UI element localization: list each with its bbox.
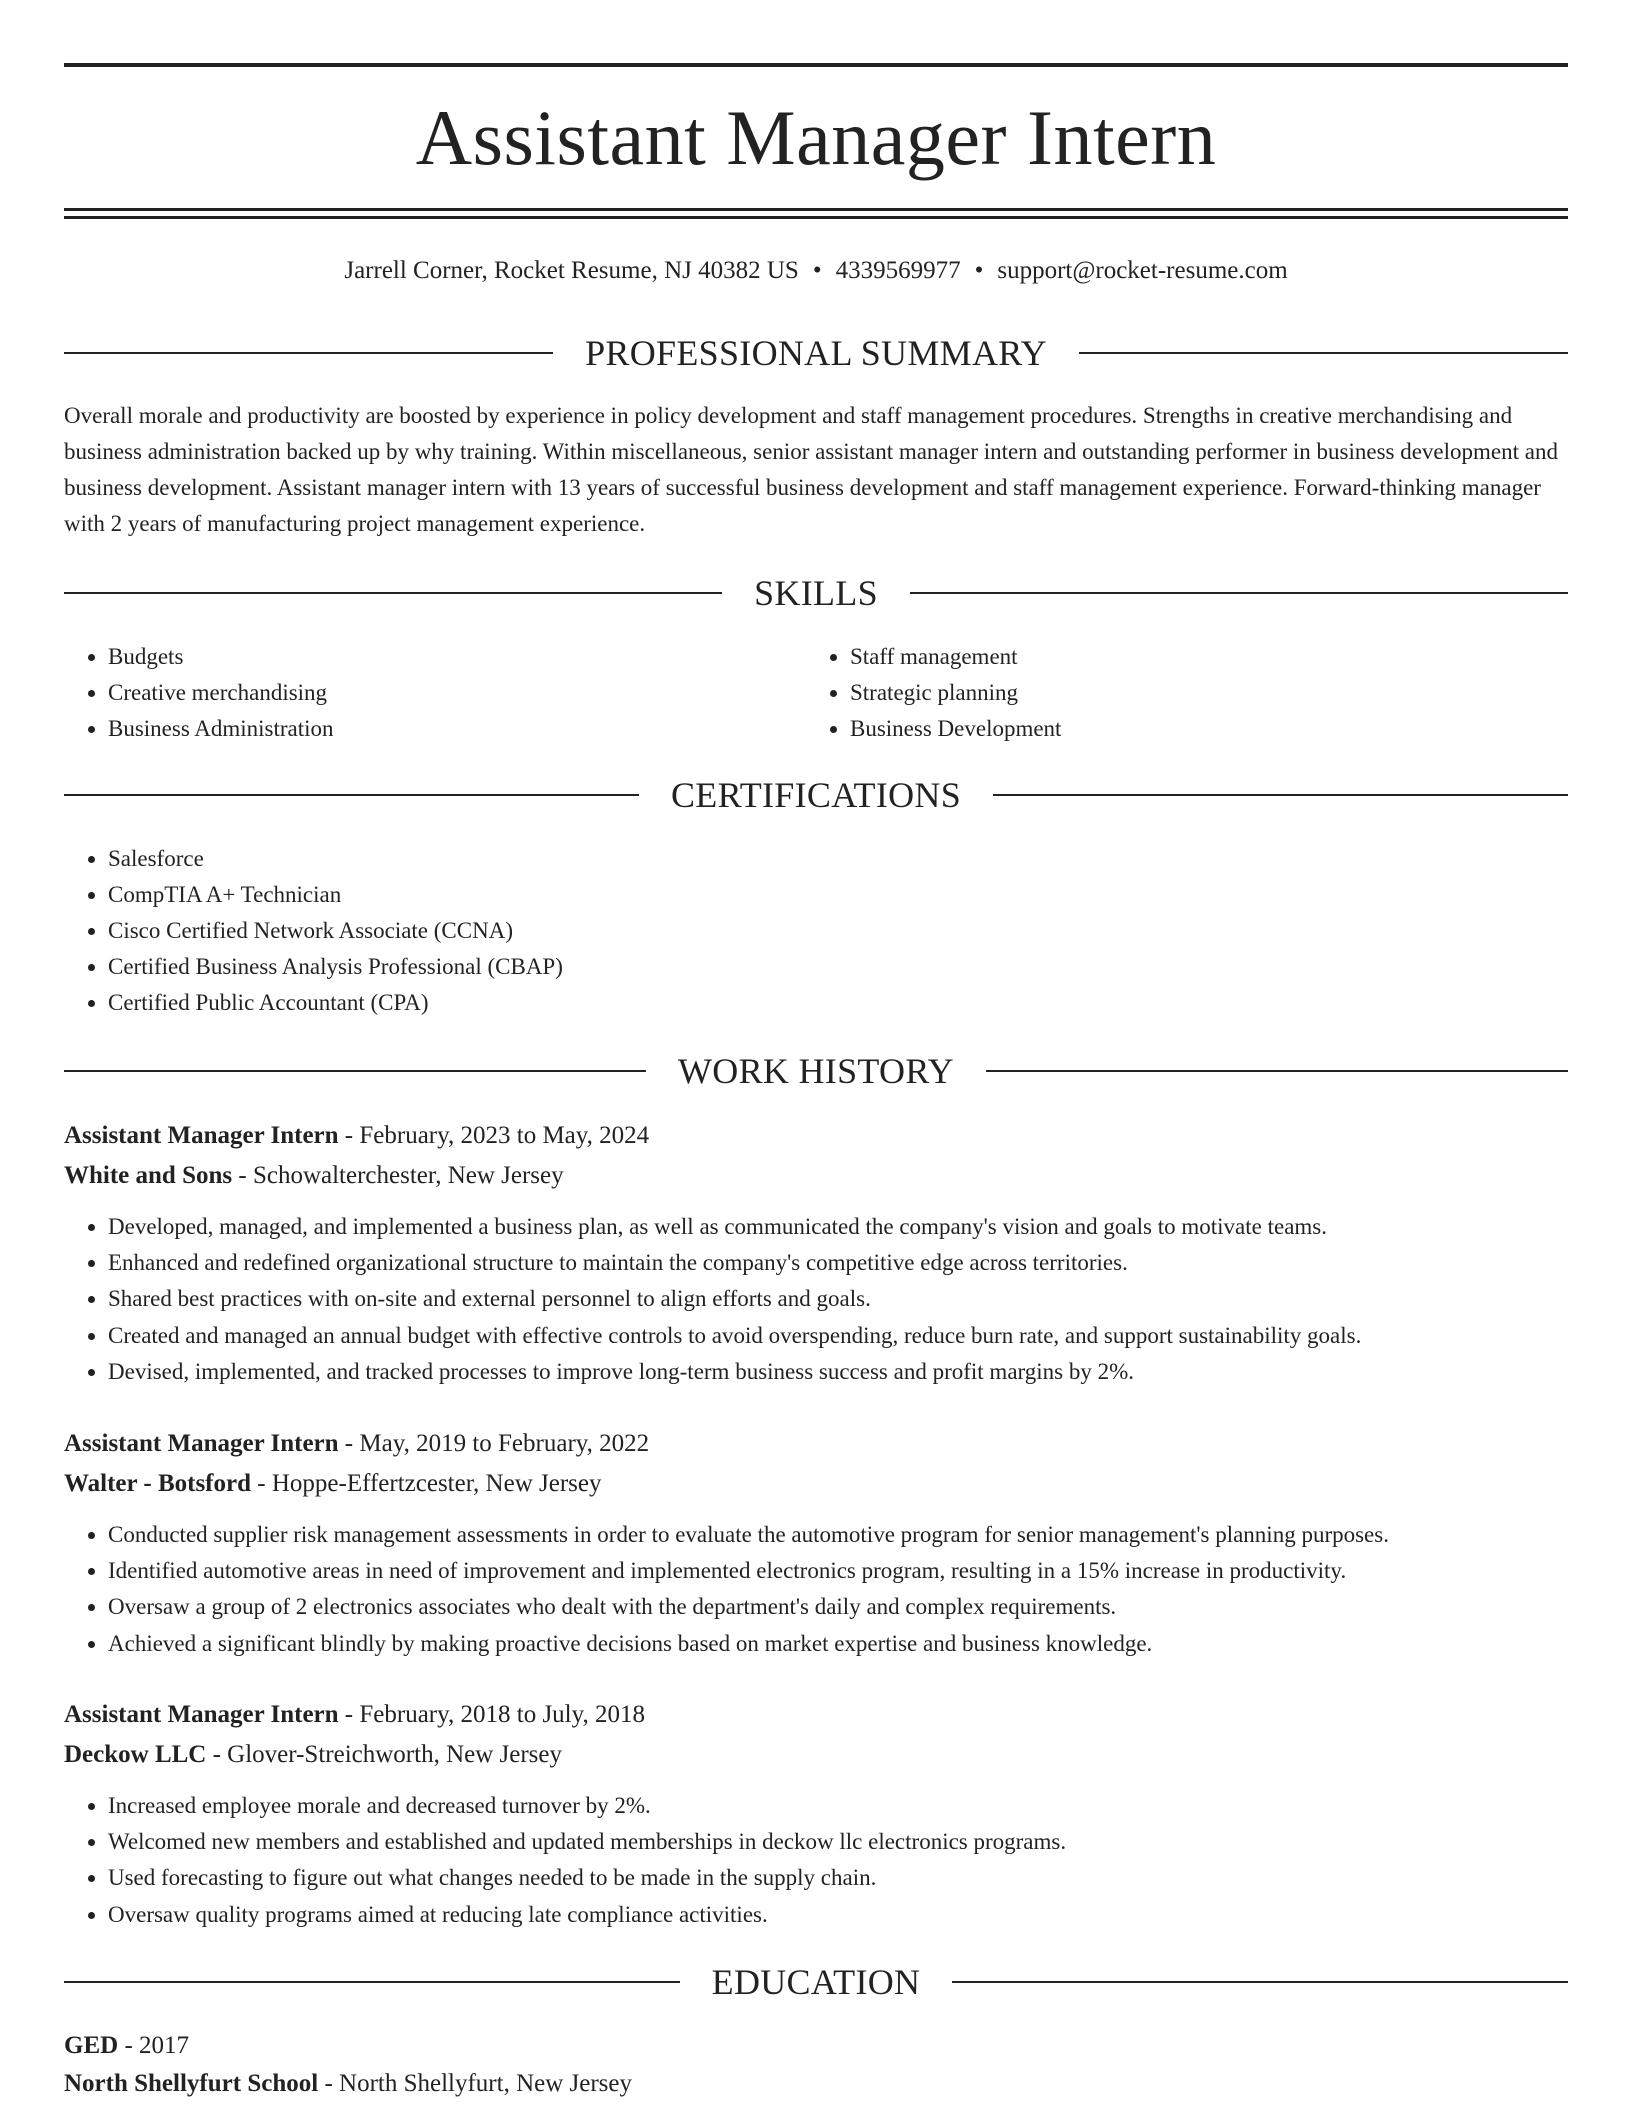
job-bullets (64, 1788, 1568, 1933)
job-dates: - May, 2019 to February, 2022 (338, 1430, 650, 1457)
job-company-line (64, 1735, 1568, 1775)
job-bullet: • Achieved a significant blindly by making proactive decisions based on market expertise and business knowledge. (108, 1626, 1568, 1662)
job-bullet: • Identified automotive areas in need of improvement and implemented electronics program, resulting in a 15% increase in productivity. (108, 1553, 1568, 1589)
heading-label: EDUCATION (711, 1962, 921, 2002)
education-school: North Shellyfurt School (64, 2070, 319, 2097)
contact-separator: • (974, 257, 984, 284)
heading-rule (64, 1981, 680, 1983)
contact-address: Jarrell Corner, Rocket Resume, NJ 40382 US (344, 257, 799, 284)
certifications-list (64, 841, 1508, 1021)
job-bullet: • Enhanced and redefined organizational structure to maintain the company's competitive edge across territories. (108, 1245, 1568, 1281)
heading-rule (64, 592, 722, 594)
contact-email: support@rocket-resume.com (997, 257, 1288, 284)
education-degree-line (64, 2026, 1568, 2066)
title-double-rule (64, 208, 1568, 219)
job-bullet: • Oversaw a group of 2 electronics associates who dealt with the department's daily and complex requirements. (108, 1589, 1568, 1625)
section-heading-education (64, 1960, 1568, 2004)
heading-label: SKILLS (754, 573, 878, 613)
section-heading-work-history (64, 1049, 1568, 1093)
resume-title: Assistant Manager Intern (415, 94, 1217, 181)
summary-text: Overall morale and productivity are boosted by experience in policy development and staff management procedures. Strengths in creative merchandising and business administration backed up by why training. Within miscellaneous, senior assistant manager intern and outstanding performer in business development and business development. Assistant manager intern with 13 years of successful business development and staff management experience. Forward-thinking manager with 2 years of manufacturing project management experience. (64, 403, 1558, 536)
job-location: - Hoppe-Effertzcester, New Jersey (251, 1470, 602, 1497)
heading-rule (952, 1981, 1568, 1983)
heading-label: CERTIFICATIONS (670, 775, 962, 815)
heading-rule (910, 592, 1568, 594)
heading-rule (64, 794, 639, 796)
job-dates: - February, 2018 to July, 2018 (338, 1701, 645, 1728)
job-company: White and Sons (64, 1162, 233, 1189)
job-bullet: • Welcomed new members and established and updated memberships in deckow llc electronics programs. (108, 1824, 1568, 1860)
job-dates: - February, 2023 to May, 2024 (338, 1122, 650, 1149)
certification-item: • Certified Public Accountant (CPA) (108, 985, 1508, 1021)
job-location: - Schowalterchester, New Jersey (232, 1162, 564, 1189)
job-bullet: • Devised, implemented, and tracked processes to improve long-term business success and profit margins by 2%. (108, 1354, 1568, 1390)
job-company-line (64, 1156, 1568, 1196)
job-company: Deckow LLC (64, 1741, 207, 1768)
contact-separator: • (812, 257, 822, 284)
heading-rule (993, 794, 1568, 796)
certification-item: • Certified Business Analysis Professional (CBAP) (108, 949, 1508, 985)
job-bullet: • Oversaw quality programs aimed at reducing late compliance activities. (108, 1897, 1568, 1933)
section-heading-summary (64, 331, 1568, 375)
top-rule (64, 63, 1568, 67)
skills-list-right (806, 639, 1550, 747)
education-location: - North Shellyfurt, New Jersey (318, 2070, 633, 2097)
certification-item: • CompTIA A+ Technician (108, 877, 1508, 913)
skill-item: • Business Administration (108, 711, 788, 747)
job-bullet: • Developed, managed, and implemented a business plan, as well as communicated the company's vision and goals to motivate teams. (108, 1209, 1568, 1245)
skill-item: • Budgets (108, 639, 788, 675)
job-location: - Glover-Streichworth, New Jersey (206, 1741, 562, 1768)
contact-phone: 4339569977 (835, 257, 961, 284)
contact-line (64, 254, 1568, 288)
job-bullets (64, 1209, 1568, 1390)
job-bullets (64, 1517, 1568, 1662)
heading-rule (64, 1070, 646, 1072)
job-title-line (64, 1695, 1568, 1735)
education-degree: GED (64, 2032, 119, 2059)
job-bullet: • Shared best practices with on-site and external personnel to align efforts and goals. (108, 1281, 1568, 1317)
heading-rule (64, 352, 553, 354)
heading-label: WORK HISTORY (678, 1051, 954, 1091)
skill-item: • Staff management (850, 639, 1550, 675)
job-bullet: • Conducted supplier risk management assessments in order to evaluate the automotive program for senior management's planning purposes. (108, 1517, 1568, 1553)
skill-item: • Creative merchandising (108, 675, 788, 711)
job-title: Assistant Manager Intern (64, 1430, 339, 1457)
heading-label: PROFESSIONAL SUMMARY (585, 333, 1047, 373)
job-title: Assistant Manager Intern (64, 1701, 339, 1728)
certification-item: • Salesforce (108, 841, 1508, 877)
job-title-line (64, 1424, 1568, 1464)
job-bullet: • Increased employee morale and decreased turnover by 2%. (108, 1788, 1568, 1824)
education-school-line (64, 2064, 1568, 2104)
job-bullet: • Created and managed an annual budget with effective controls to avoid overspending, reduce burn rate, and support sustainability goals. (108, 1318, 1568, 1354)
job-title: Assistant Manager Intern (64, 1122, 339, 1149)
skills-list-left (64, 639, 788, 747)
job-bullet: • Used forecasting to figure out what changes needed to be made in the supply chain. (108, 1860, 1568, 1896)
job-company-line (64, 1464, 1568, 1504)
skill-item: • Business Development (850, 711, 1550, 747)
skill-item: • Strategic planning (850, 675, 1550, 711)
job-title-line (64, 1116, 1568, 1156)
job-company: Walter - Botsford (64, 1470, 252, 1497)
heading-rule (1079, 352, 1568, 354)
section-heading-certifications (64, 773, 1568, 817)
certification-item: • Cisco Certified Network Associate (CCNA) (108, 913, 1508, 949)
education-year: - 2017 (118, 2032, 190, 2059)
section-heading-skills (64, 571, 1568, 615)
heading-rule (986, 1070, 1568, 1072)
